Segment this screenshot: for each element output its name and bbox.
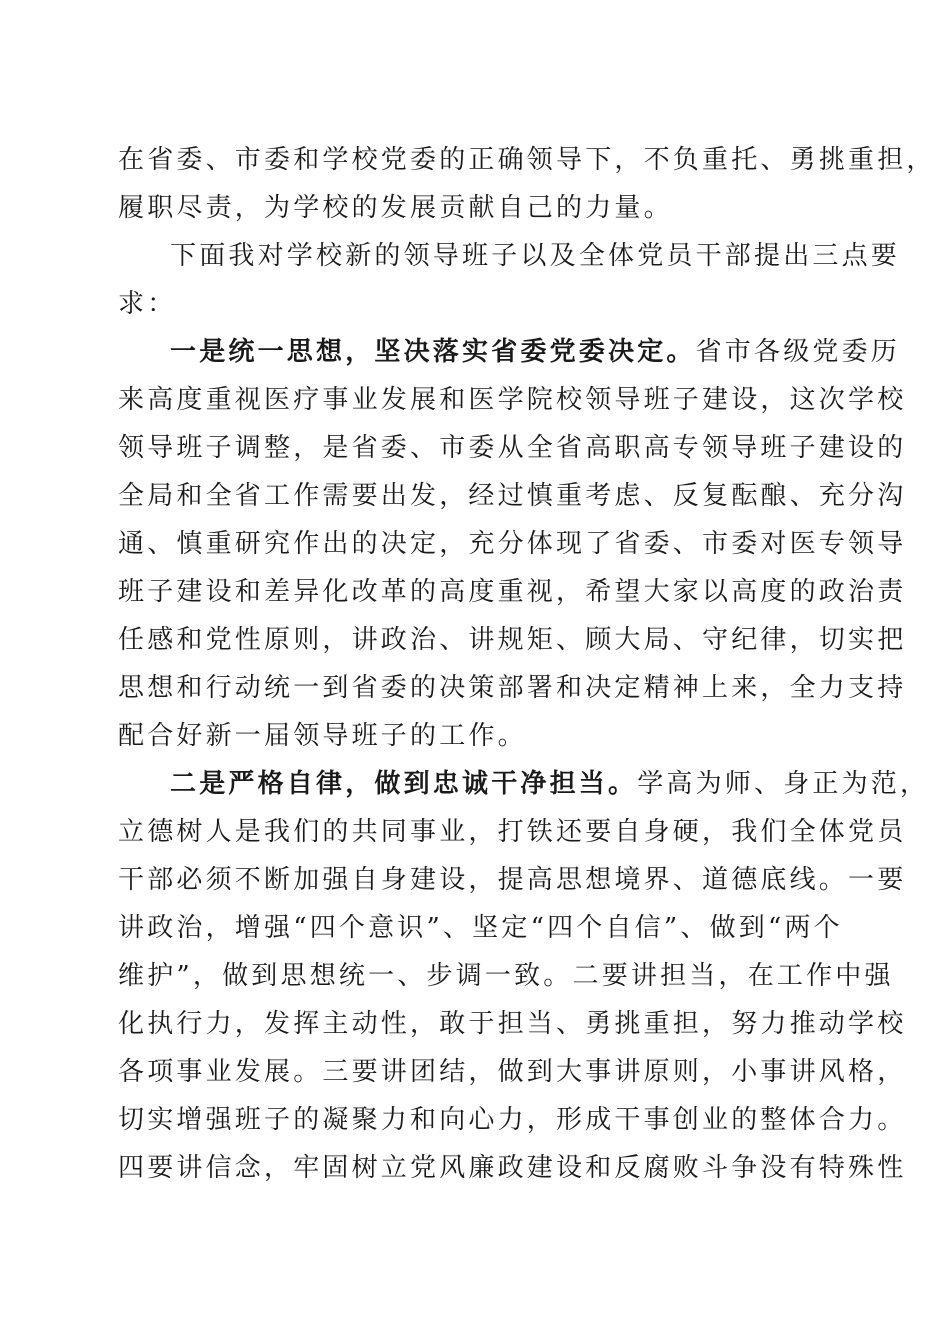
text-line: 班子建设和差异化改革的高度重视，希望大家以高度的政治责 xyxy=(118,577,907,607)
text-line: 干部必须不断加强自身建设，提高思想境界、道德底线。一要 xyxy=(118,865,907,895)
text-line: 切实增强班子的凝聚力和向心力，形成干事创业的整体合力。 xyxy=(118,1105,907,1135)
section-heading: 一是统一思想，坚决落实省委党委决定。 xyxy=(170,337,696,367)
text-run: 省市各级党委历 xyxy=(695,337,901,367)
text-line: 立德树人是我们的共同事业，打铁还要自身硬，我们全体党员 xyxy=(118,817,907,847)
text-line xyxy=(170,332,901,372)
text-line: 维护”，做到思想统一、步调一致。二要讲担当，在工作中强 xyxy=(118,961,894,991)
text-line: 履职尽责，为学校的发展贡献自己的力量。 xyxy=(118,193,673,223)
section-heading: 二是严格自律，做到忠诚干净担当。 xyxy=(170,769,638,799)
text-line: 四要讲信念，牢固树立党风廉政建设和反腐败斗争没有特殊性 xyxy=(118,1153,907,1183)
text-line: 讲政治，增强“四个意识”、坚定“四个自信”、做到“两个 xyxy=(118,913,843,943)
text-line: 求： xyxy=(118,289,177,319)
text-line xyxy=(170,764,930,804)
text-line: 来高度重视医疗事业发展和医学院校领导班子建设，这次学校 xyxy=(118,385,907,415)
text-line: 配合好新一届领导班子的工作。 xyxy=(118,721,527,751)
text-line: 思想和行动统一到省委的决策部署和决定精神上来，全力支持 xyxy=(118,673,907,703)
text-line: 领导班子调整，是省委、市委从全省高职高专领导班子建设的 xyxy=(118,433,907,463)
text-run: 学高为师、身正为范， xyxy=(637,769,930,799)
text-line: 任感和党性原则，讲政治、讲规矩、顾大局、守纪律，切实把 xyxy=(118,625,907,655)
text-line: 化执行力，发挥主动性，敢于担当、勇挑重担，努力推动学校 xyxy=(118,1009,907,1039)
text-line: 下面我对学校新的领导班子以及全体党员干部提出三点要 xyxy=(170,241,901,271)
text-line: 全局和全省工作需要出发，经过慎重考虑、反复酝酿、充分沟 xyxy=(118,481,907,511)
text-line: 各项事业发展。三要讲团结，做到大事讲原则，小事讲风格， xyxy=(118,1057,907,1087)
text-line: 通、慎重研究作出的决定，充分体现了省委、市委对医专领导 xyxy=(118,529,907,559)
text-line: 在省委、市委和学校党委的正确领导下，不负重托、勇挑重担， xyxy=(118,145,936,175)
